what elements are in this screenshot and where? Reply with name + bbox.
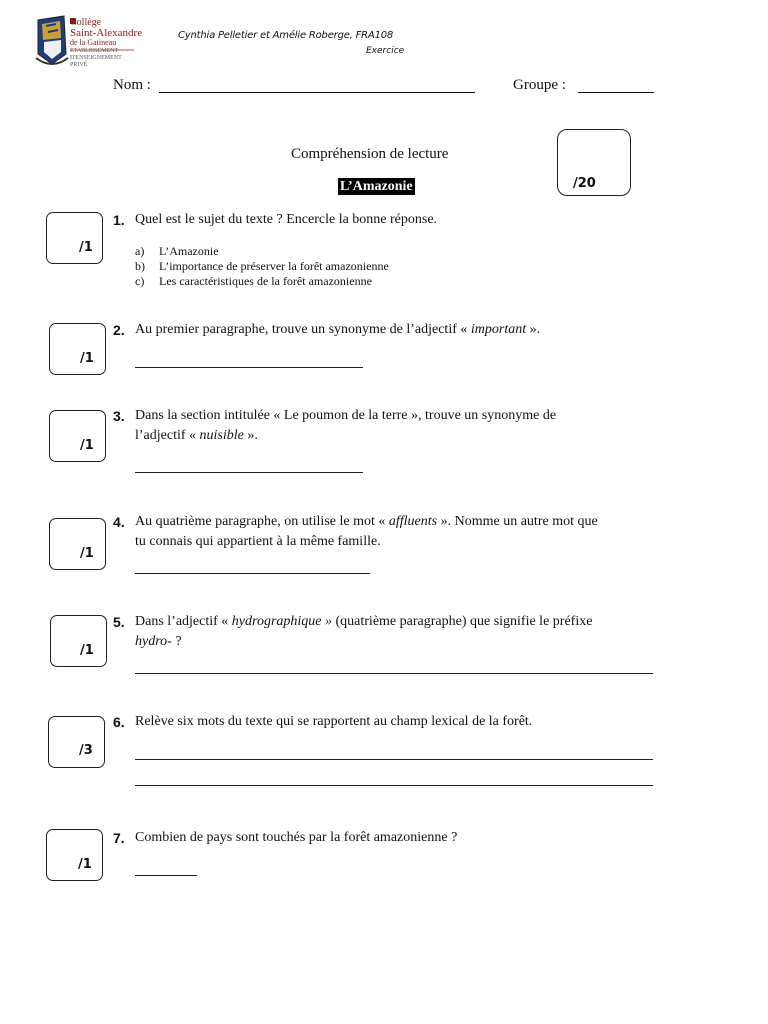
q5-italic: hydrographique » xyxy=(231,614,332,629)
question-number-6: 6. xyxy=(113,714,125,730)
score-box-q7 xyxy=(46,829,103,881)
q2-italic: important xyxy=(470,322,527,337)
option-text: Les caractéristiques de la forêt amazonienne xyxy=(159,274,372,288)
question-text-4 xyxy=(135,512,660,552)
question-number-7: 7. xyxy=(113,830,125,846)
q5-line2 xyxy=(135,632,660,652)
q3-line2 xyxy=(135,426,660,446)
logo-line3: de la Gatineau xyxy=(70,38,117,47)
score-box-q2 xyxy=(49,323,106,375)
option-text: L’importance de préserver la forêt amazonienne xyxy=(159,259,389,273)
score-q3: /1 xyxy=(80,438,94,453)
option-letter: b) xyxy=(135,259,145,273)
groupe-input-line[interactable] xyxy=(578,92,654,93)
question-text-3 xyxy=(135,406,660,446)
question-number-3: 3. xyxy=(113,408,125,424)
option-letter: a) xyxy=(135,244,145,258)
q2-text-after: ». xyxy=(526,322,541,337)
question-number-2: 2. xyxy=(113,322,125,338)
q3-text-after: ». xyxy=(243,428,258,443)
q3-italic: nuisible xyxy=(199,428,244,443)
q3-text-before: l’adjectif « xyxy=(135,428,200,443)
score-box-q6 xyxy=(48,716,105,768)
q4-italic: affluents xyxy=(388,514,438,529)
q2-text-before: Au premier paragraphe, trouve un synonyme de l’adjectif « xyxy=(135,322,471,337)
option-letter: c) xyxy=(135,274,145,288)
score-q6: /3 xyxy=(79,743,93,758)
score-q4: /1 xyxy=(80,546,94,561)
option-b[interactable] xyxy=(135,259,389,274)
question-text-5 xyxy=(135,612,660,652)
score-q1: /1 xyxy=(79,240,93,255)
answer-line-q6-1[interactable] xyxy=(135,759,653,760)
groupe-label: Groupe : xyxy=(513,77,566,93)
page-title: L’Amazonie xyxy=(340,179,413,194)
q3-line1: Dans la section intitulée « Le poumon de la terre », trouve un synonyme de xyxy=(135,408,557,423)
question-text-7: Combien de pays sont touchés par la forêt amazonienne ? xyxy=(135,830,458,845)
answer-line-q2[interactable] xyxy=(135,367,363,368)
question-text-1: Quel est le sujet du texte ? Encercle la bonne réponse. xyxy=(135,212,438,227)
total-score: /20 xyxy=(573,176,596,191)
nom-input-line[interactable] xyxy=(159,92,475,93)
option-a[interactable] xyxy=(135,244,219,259)
score-box-q1 xyxy=(46,212,103,264)
nom-label: Nom : xyxy=(113,77,151,93)
question-number-4: 4. xyxy=(113,514,125,530)
q4-text-before: Au quatrième paragraphe, on utilise le mot « xyxy=(135,514,389,529)
q5-italic2: hydro- xyxy=(135,634,172,649)
score-q2: /1 xyxy=(80,351,94,366)
question-text-2 xyxy=(135,320,660,340)
score-box-q5 xyxy=(50,615,107,667)
answer-line-q3[interactable] xyxy=(135,472,363,473)
q5-text-after2: ? xyxy=(171,634,182,649)
q5-text-before: Dans l’adjectif « xyxy=(135,614,232,629)
answer-line-q5[interactable] xyxy=(135,673,653,674)
logo-line2: Saint-Alexandre xyxy=(70,27,143,39)
answer-line-q4[interactable] xyxy=(135,573,370,574)
author-line: Cynthia Pelletier et Amélie Roberge, FRA108 xyxy=(178,30,394,41)
score-q7: /1 xyxy=(78,857,92,872)
question-text-6: Relève six mots du texte qui se rapportent au champ lexical de la forêt. xyxy=(135,714,533,729)
exercise-label: Exercice xyxy=(366,46,405,56)
question-number-5: 5. xyxy=(113,614,125,630)
logo-text xyxy=(70,18,142,69)
q5-text-after: (quatrième paragraphe) que signifie le préfixe xyxy=(332,614,593,629)
answer-line-q7[interactable] xyxy=(135,875,197,876)
logo-line1: Collège xyxy=(70,17,102,28)
q4-line1 xyxy=(135,512,660,532)
option-text: L’Amazonie xyxy=(159,244,219,258)
q5-line1 xyxy=(135,612,660,632)
option-c[interactable] xyxy=(135,274,372,289)
score-box-q4 xyxy=(49,518,106,570)
answer-line-q6-2[interactable] xyxy=(135,785,653,786)
q4-line2: tu connais qui appartient à la même famille. xyxy=(135,534,381,549)
page-subtitle: Compréhension de lecture xyxy=(291,146,449,162)
score-q5: /1 xyxy=(80,643,94,658)
score-box-q3 xyxy=(49,410,106,462)
question-number-1: 1. xyxy=(113,212,125,228)
q4-text-after: ». Nomme un autre mot que xyxy=(437,514,598,529)
logo-tagline: ÉTABLISSEMENT D'ENSEIGNEMENT PRIVÉ xyxy=(70,48,122,68)
